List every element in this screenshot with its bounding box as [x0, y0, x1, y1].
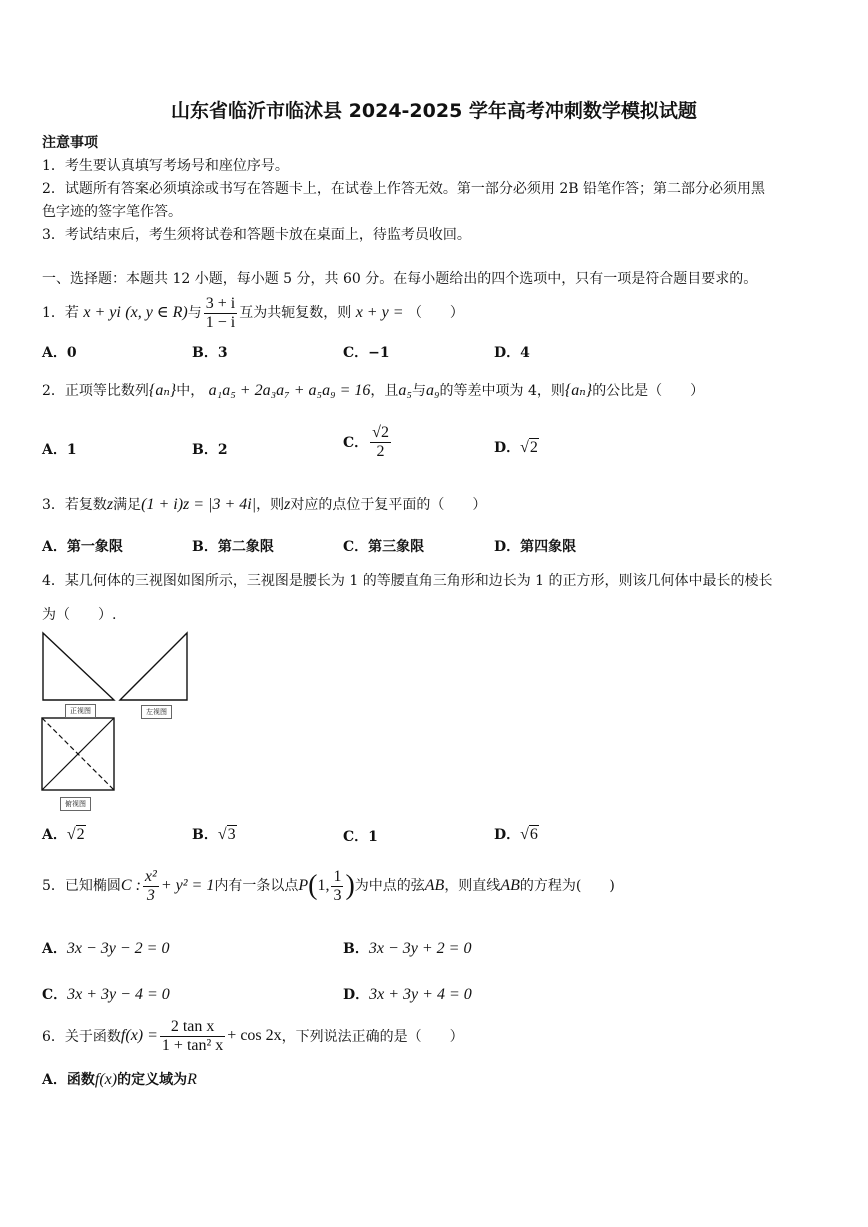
math-expr: 3x + 3y + 4 = 0: [369, 986, 472, 1003]
math-fraction: [370, 424, 391, 460]
question-5: [42, 866, 615, 906]
question-number: 5．: [42, 878, 65, 894]
option-d: [494, 437, 539, 457]
question-number: 2．: [42, 383, 65, 399]
question-text: 已知椭圆: [64, 878, 121, 894]
question-text: 中，: [176, 383, 205, 399]
math-fraction: [331, 868, 343, 904]
math-fraction: [204, 295, 237, 331]
question-text: 内有一条以点: [214, 878, 299, 894]
option-a: [42, 1069, 197, 1089]
option-d: D．4: [494, 345, 530, 361]
question-text: ，且: [370, 383, 399, 399]
question-text: 的方程为( ): [519, 878, 615, 894]
question-2: [42, 380, 704, 400]
fraction-denominator: 1 − i: [205, 313, 236, 331]
math-expr: 1,: [317, 877, 330, 894]
fraction-denominator: 1 + tan² x: [161, 1036, 224, 1054]
math-expr: a₅: [398, 382, 412, 399]
math-expr: f(x) =: [120, 1027, 158, 1045]
question-text: 正项等比数列: [64, 383, 149, 399]
section-heading: 一、选择题：本题共 12 小题，每小题 5 分，共 60 分。在每小题给出的四个选项中，只有一项是符合题目要求的。: [42, 271, 758, 287]
option-c: C．第三象限: [343, 539, 425, 555]
math-expr: a₉: [425, 382, 440, 399]
math-fraction: [160, 1018, 225, 1054]
math-expr: 3x + 3y − 4 = 0: [67, 986, 170, 1003]
right-paren: ): [345, 870, 355, 901]
option-c: C．−1: [343, 345, 390, 361]
notice-item: 3．考试结束后，考生须将试卷和答题卡放在桌面上，待监考员收回。: [42, 227, 471, 243]
question-number: 6．: [42, 1029, 65, 1046]
question-text: ，则直线: [444, 878, 501, 894]
option-label: D．: [494, 827, 521, 843]
question-text: 关于函数: [64, 1029, 121, 1046]
math-sqrt: √6: [520, 826, 538, 843]
option-a: [42, 824, 86, 844]
option-a: [42, 938, 169, 958]
math-expr: C :: [120, 877, 141, 894]
question-text: 互为共轭复数，则: [239, 305, 352, 322]
option-label: A．: [42, 941, 67, 957]
question-text: 与: [411, 383, 426, 399]
math-expr: P: [298, 877, 309, 894]
side-view-label: 左视图: [141, 705, 172, 719]
left-paren: (: [308, 870, 318, 901]
option-d: [494, 824, 539, 844]
math-expr: f(x): [94, 1071, 118, 1088]
fraction-denominator: 3: [333, 886, 342, 904]
option-label: B．: [343, 941, 369, 957]
option-b: [343, 938, 471, 958]
notice-heading: 注意事项: [42, 135, 98, 151]
question-text: 与: [187, 305, 202, 322]
option-b: [192, 824, 237, 844]
math-expr: (1 + i)z = |3 + 4i|: [141, 496, 257, 513]
math-expr: AB: [424, 877, 445, 894]
question-text: 对应的点位于复平面的（ ）: [290, 497, 487, 513]
question-3: [42, 494, 486, 514]
option-c: [42, 984, 170, 1004]
question-text: 若: [64, 305, 79, 322]
option-b: B．2: [192, 442, 228, 458]
math-expr: {aₙ}: [148, 382, 177, 399]
question-text: 满足: [113, 497, 142, 513]
fraction-numerator: 3 + i: [205, 295, 236, 312]
math-fraction: [143, 868, 159, 904]
option-c: [343, 424, 393, 460]
option-d: D．第四象限: [494, 539, 577, 555]
math-expr: AB: [500, 877, 520, 894]
fraction-denominator: 2: [376, 442, 385, 460]
option-a: A．1: [42, 442, 77, 458]
front-view-triangle: [43, 633, 114, 700]
question-text: ，则: [256, 497, 285, 513]
option-c: C．1: [343, 829, 378, 845]
front-view-label: 正视图: [65, 704, 96, 718]
fraction-numerator: 2 tan x: [160, 1018, 225, 1037]
math-expr: z: [106, 496, 114, 513]
question-number: 3．: [42, 497, 65, 513]
option-b: B．3: [192, 345, 228, 361]
math-sqrt: √2: [520, 439, 538, 456]
option-label: B．: [192, 827, 218, 843]
question-1: [42, 295, 464, 331]
math-expr: x + y =: [355, 304, 404, 322]
top-view-label: 俯视图: [60, 797, 91, 811]
math-expr: x + yi: [83, 304, 121, 322]
math-expr: a₁a₅ + 2a₃a₇ + a₅a₉ = 16: [208, 382, 371, 399]
math-expr: z: [284, 496, 291, 513]
fraction-denominator: 3: [146, 886, 155, 904]
option-d: [343, 984, 472, 1004]
option-label: C．: [42, 987, 68, 1003]
page-title: 山东省临沂市临沭县 2024-2025 学年高考冲刺数学模拟试题: [171, 100, 697, 122]
question-number: 1．: [42, 305, 65, 322]
option-a: A．0: [42, 345, 77, 361]
question-text: （ ）: [407, 305, 464, 322]
math-expr: {aₙ}: [564, 382, 593, 399]
option-label: D．: [494, 440, 521, 456]
question-4-cont: 为（ ）.: [42, 607, 117, 623]
math-sqrt: √3: [217, 826, 236, 843]
question-4: 4．某几何体的三视图如图所示，三视图是腰长为 1 的等腰直角三角形和边长为 1 的正方形，则该几何体中最长的棱长: [42, 573, 773, 589]
question-text: 为中点的弦: [354, 878, 425, 894]
question-text: ，下列说法正确的是（ ）: [281, 1029, 464, 1046]
math-sqrt: √2: [66, 826, 85, 843]
math-expr: 3x − 3y + 2 = 0: [368, 940, 472, 957]
notice-item: 色字迹的签字笔作答。: [42, 204, 182, 220]
side-view-triangle: [120, 633, 187, 700]
option-text: 的定义域为: [117, 1072, 188, 1088]
option-b: B．第二象限: [192, 539, 274, 555]
option-label: A．: [42, 827, 67, 843]
fraction-numerator: x²: [144, 867, 157, 885]
question-6: [42, 1018, 464, 1054]
math-expr: (x, y ∈ R): [125, 304, 188, 322]
math-expr: R: [187, 1071, 197, 1088]
option-label: D．: [343, 987, 370, 1003]
fraction-numerator: √2: [372, 424, 389, 441]
option-label: A．函数: [42, 1072, 95, 1088]
math-expr: 3x − 3y − 2 = 0: [66, 940, 170, 957]
three-view-figure: [40, 630, 190, 820]
option-a: A．第一象限: [42, 539, 123, 555]
fraction-numerator: 1: [333, 867, 342, 885]
option-label: C．: [343, 435, 369, 452]
question-text: 的等差中项为 4，则: [439, 383, 565, 399]
notice-item: 1．考生要认真填写考场号和座位序号。: [42, 158, 289, 174]
question-text: 若复数: [64, 497, 107, 513]
math-expr: + y² = 1: [160, 877, 215, 894]
notice-item: 2．试题所有答案必须填涂或书写在答题卡上，在试卷上作答无效。第一部分必须用 2B 铅笔作答；第二部分必须用黑: [42, 181, 765, 197]
question-text: 的公比是（ ）: [592, 383, 705, 399]
math-expr: + cos 2x: [227, 1027, 282, 1045]
